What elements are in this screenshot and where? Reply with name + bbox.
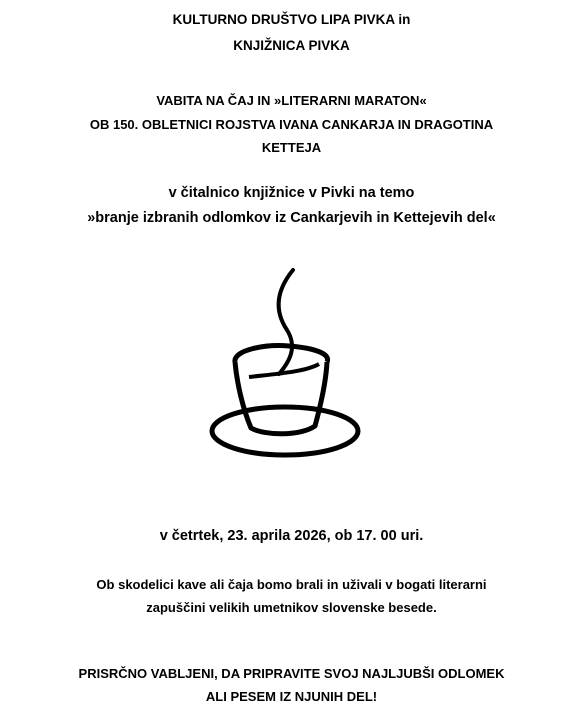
organizer-line-2: KNJIŽNICA PIVKA bbox=[233, 38, 350, 53]
description-line-2: zapuščini velikih umetnikov slovenske besede. bbox=[146, 600, 437, 615]
closing-line-1: PRISRČNO VABLJENI, DA PRIPRAVITE SVOJ NAJLJUBŠI ODLOMEK bbox=[78, 666, 505, 681]
topic-line: »branje izbranih odlomkov iz Cankarjevih in Kettejevih del« bbox=[87, 210, 496, 226]
venue-line-1: v čitalnico knjižnice v Pivki na temo bbox=[168, 185, 415, 201]
invitation-line-2: OB 150. OBLETNICI ROJSTVA IVANA CANKARJA IN DRAGOTINA bbox=[89, 117, 494, 132]
closing-line-2: ALI PESEM IZ NJUNIH DEL! bbox=[205, 689, 378, 704]
invitation-line-3: KETTEJA bbox=[261, 140, 322, 155]
event-date: v četrtek, 23. aprila 2026, ob 17. 00 uri. bbox=[159, 528, 424, 544]
description-line-1: Ob skodelici kave ali čaja bomo brali in uživali v bogati literarni bbox=[96, 577, 487, 592]
invitation-line-1: VABITA NA ČAJ IN »LITERARNI MARATON« bbox=[156, 93, 427, 108]
coffee-cup-icon bbox=[205, 264, 365, 464]
organizer-line-1: KULTURNO DRUŠTVO LIPA PIVKA in bbox=[172, 12, 411, 27]
